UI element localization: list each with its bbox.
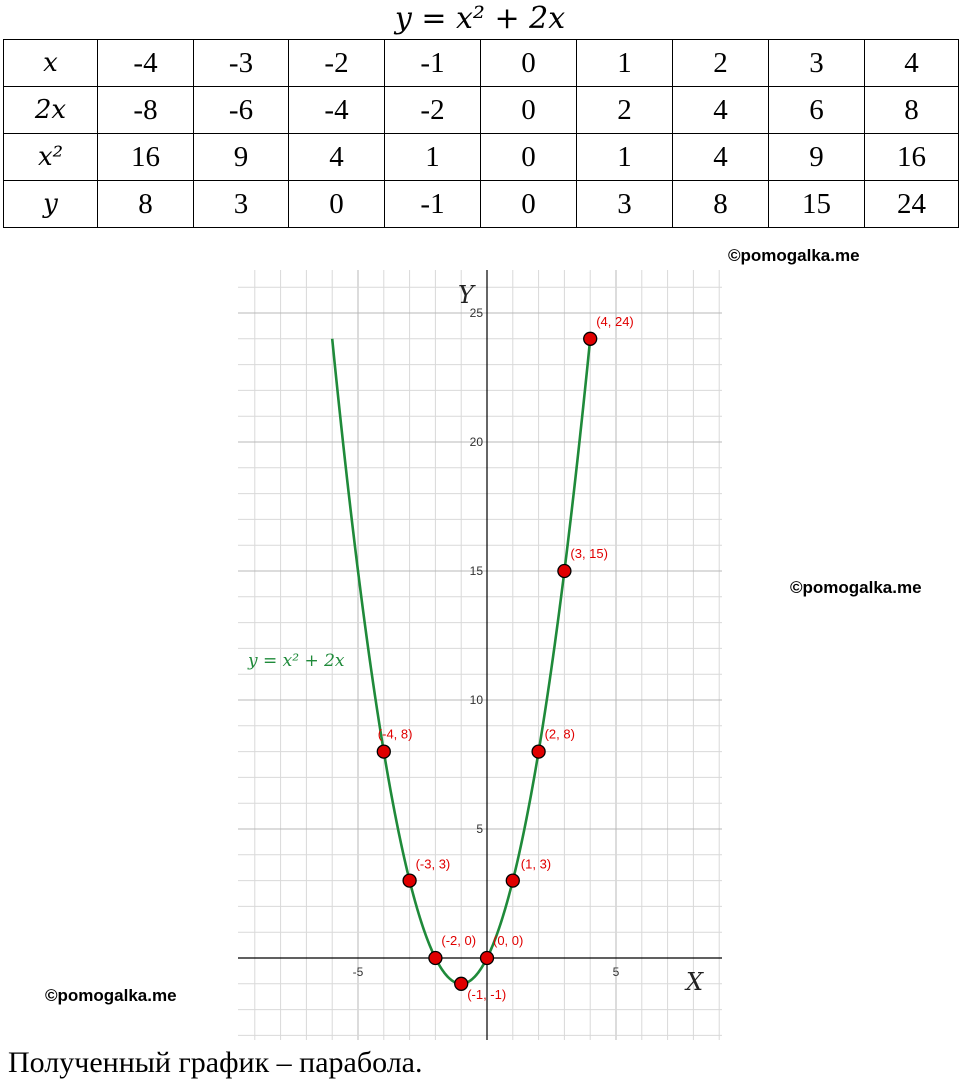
table-cell: 0 [481, 181, 577, 228]
point-label: (0, 0) [493, 933, 524, 948]
table-cell: 4 [673, 87, 769, 134]
curve-label: y = x² + 2x [248, 651, 345, 671]
table-cell: 2 [577, 87, 673, 134]
y-tick-label: 10 [469, 693, 483, 707]
table-cell: -8 [98, 87, 194, 134]
table-cell: 3 [194, 181, 289, 228]
watermark-left: ©pomogalka.me [45, 986, 177, 1005]
y-axis-label: Y [458, 281, 474, 309]
data-point [506, 874, 519, 887]
point-label: (-4, 8) [377, 726, 413, 742]
table-cell: -4 [98, 40, 194, 87]
y-tick-label: 15 [469, 564, 483, 578]
table-cell: 16 [865, 134, 959, 181]
table-cell: -2 [289, 40, 385, 87]
table-cell: 1 [577, 40, 673, 87]
point-label: (-2, 0) [441, 933, 477, 948]
table-cell: 0 [289, 181, 385, 228]
x-axis-label: X [686, 968, 704, 996]
point-label: (2, 8) [544, 726, 575, 742]
data-point [403, 874, 416, 887]
y-tick-label: 5 [476, 822, 483, 836]
table-cell: -1 [385, 40, 481, 87]
data-point [429, 952, 442, 965]
table-cell: 9 [769, 134, 865, 181]
table-cell: 1 [577, 134, 673, 181]
point-label: (3, 15) [570, 546, 608, 561]
watermark-right: ©pomogalka.me [790, 578, 922, 597]
table-cell: 8 [673, 181, 769, 228]
table-cell: 9 [194, 134, 289, 181]
data-point [532, 745, 545, 758]
table-cell: 3 [577, 181, 673, 228]
table-cell: 1 [385, 134, 481, 181]
point-label: (-1, -1) [467, 986, 507, 1002]
table-cell: 4 [865, 40, 959, 87]
data-point [455, 977, 468, 990]
x-tick-label: -5 [352, 965, 364, 979]
data-point [558, 565, 571, 578]
data-point [481, 952, 494, 965]
table-cell: 2 [673, 40, 769, 87]
table-cell: 24 [865, 181, 959, 228]
table-cell: 0 [481, 134, 577, 181]
table-cell: 0 [481, 40, 577, 87]
row-header: x² [4, 134, 98, 181]
point-label: (-3, 3) [415, 856, 451, 872]
table-cell: 8 [98, 181, 194, 228]
table-cell: 16 [98, 134, 194, 181]
data-point [377, 745, 390, 758]
table-cell: -4 [289, 87, 385, 134]
x-tick-label: 5 [612, 965, 620, 979]
row-header: x [4, 40, 98, 87]
caption: Полученный график – парабола. [8, 1046, 423, 1079]
table-cell: 8 [865, 87, 959, 134]
row-header: y [4, 181, 98, 228]
table-cell: -6 [194, 87, 289, 134]
table-cell: -1 [385, 181, 481, 228]
table-cell: 6 [769, 87, 865, 134]
table-cell: 4 [673, 134, 769, 181]
table-cell: -2 [385, 87, 481, 134]
y-tick-label: 25 [469, 306, 483, 320]
point-label: (4, 24) [596, 313, 634, 329]
chart-title: y = x² + 2x [394, 1, 566, 36]
table-cell: 0 [481, 87, 577, 134]
y-tick-label: 20 [469, 435, 483, 449]
table-cell: 15 [769, 181, 865, 228]
point-label: (1, 3) [520, 856, 552, 872]
table-cell: 3 [769, 40, 865, 87]
watermark-top: ©pomogalka.me [728, 246, 860, 265]
data-point [584, 332, 597, 345]
table-cell: -3 [194, 40, 289, 87]
row-header: 2x [4, 87, 98, 134]
table-cell: 4 [289, 134, 385, 181]
